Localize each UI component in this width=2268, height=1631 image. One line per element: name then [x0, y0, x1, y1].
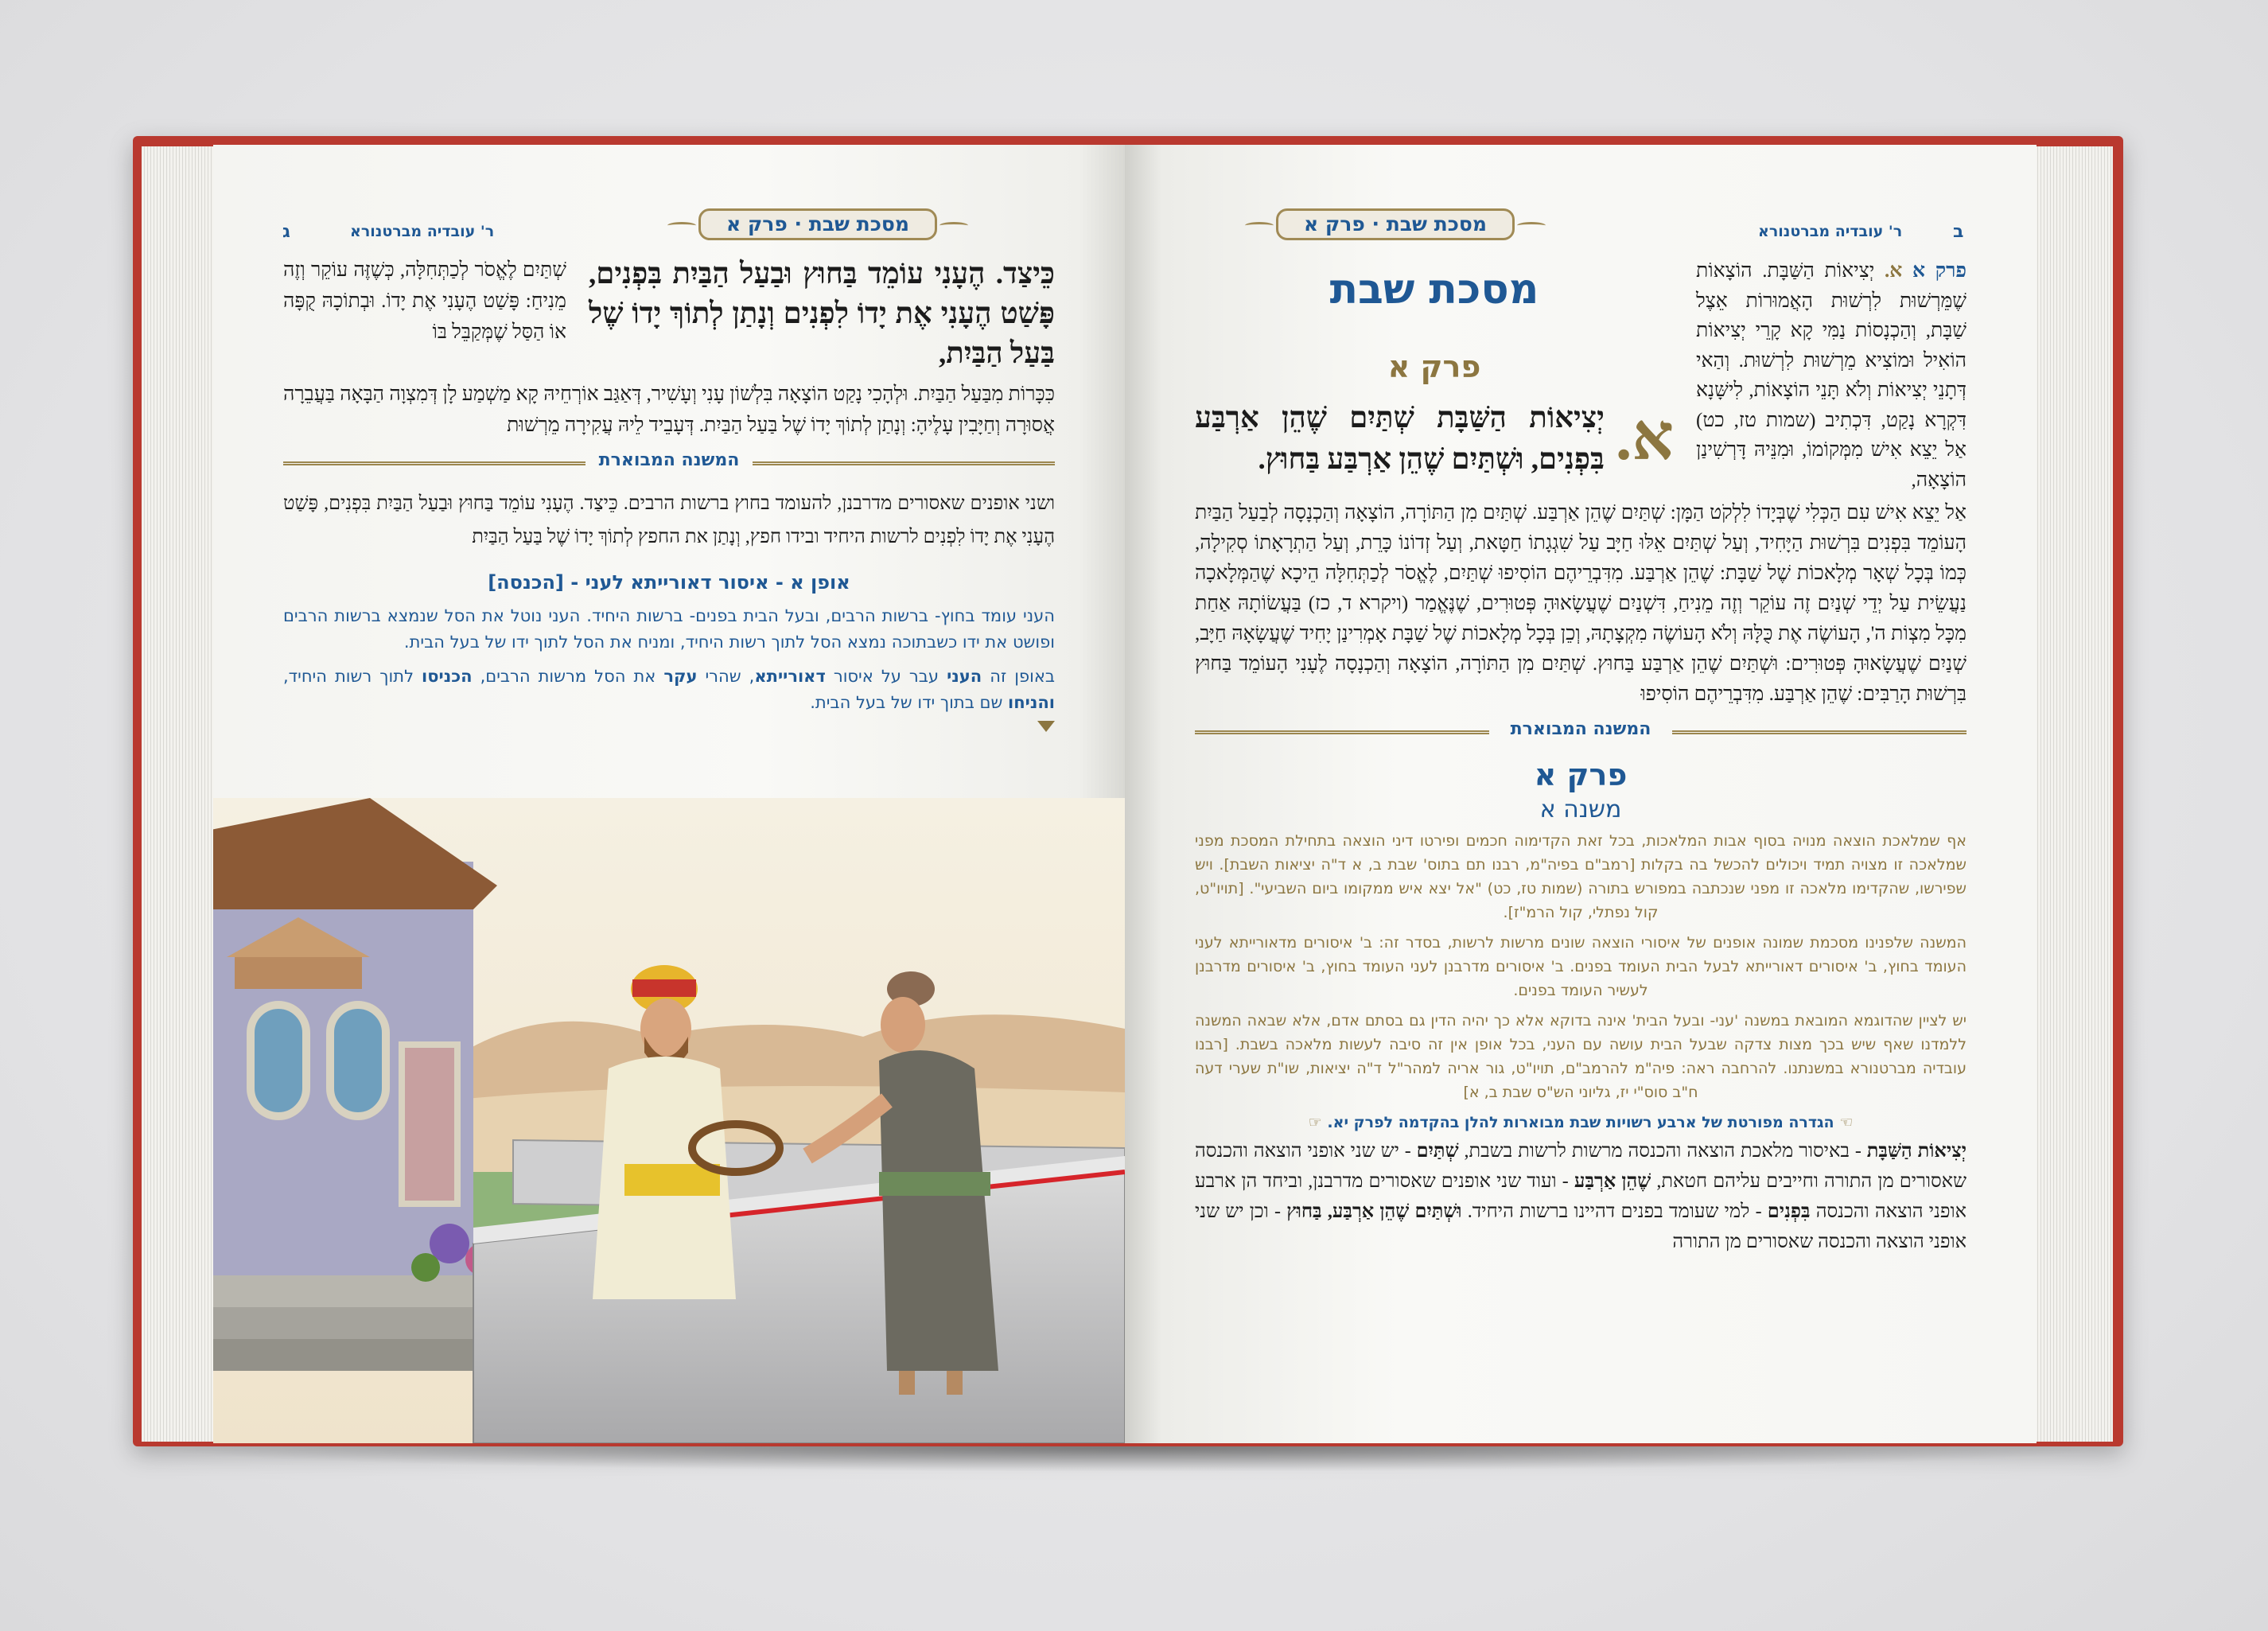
left-text-flow: [213, 255, 1125, 732]
illustration: [213, 798, 1125, 1443]
case-heading: אופן א - איסור דאורייתא לעני - [הכנסה]: [488, 571, 850, 594]
commentary-column: פרק א א. יְצִיאוֹת הַשַּׁבָּת. הוֹצָאוֹת שֶׁמֵּרְשׁוּת לִרְשׁוּת הָאֲמוּרוֹת אֵצֶל שַׁבָּת, וְהַכְנָסוֹת נַמִּי קָא קָרֵי יְצִיאוֹת הוֹאִיל וּמוֹצִיא מֵרְשׁוּת לִרְשׁוּת. וְהַאי דְּתָנֵי יְצִיאוֹת וְלֹא תָּנֵי הוֹצָאוֹת, לִישָּׁנָא דִּקְרָא נָקַט, דִּכְתִיב (שמות טז, כט) אַל יֵצֵא אִישׁ מִמְּקוֹמוֹ, וּמִנֵּיהּ דָּרְשִׁינַן הוֹצָאָה,: [1696, 260, 1967, 491]
page-header: [1125, 145, 2037, 256]
explained-mishna: משנה א: [1539, 796, 1622, 823]
commentary-column: שְׁתַּיִם לֶאֱסֹר לְכַתְּחִלָּה, כְּשֶׁזֶּה עוֹקֵר וְזֶה מֵנִיחַ: פָּשַׁט הֶעָנִי אֶת יָדוֹ. וּבְתוֹכָהּ קֻפָּה אוֹ הַסַּל שֶׁמְּקַבֵּל בּוֹ: [283, 259, 566, 343]
chapter-title: פרק א: [1387, 349, 1481, 384]
explanation-text: יְצִיאוֹת הַשַּׁבָּת - באיסור מלאכת הוצאה והכנסה מרשות לרשות בשבת, שְׁתַּיִם - יש שני אופני הוצאה והכנסה שאסורים מן התורה וחייבים עליהם חטאת, שֶׁהֵן אַרְבַּע - ועוד שני אופנים שאסורים מדרבנן, וביחד הן ארבע אופני הוצאה והכנסה בִּפְנִים - למי שעומד בפנים דהיינו ברשות היחיד. וּשְׁתַּיִם שֶׁהֵן אַרְבַּע, בַּחוּץ - וכן יש שני אופני הוצאה והכנסה שאסורים מן התורה: [1195, 1141, 1967, 1252]
header-ribbon: מסכת שבת · פרק א: [1276, 208, 1515, 240]
running-head: ר' עובדיה מברטנורא: [350, 223, 495, 240]
mishna-row: [283, 255, 1055, 374]
mishna-block: [1195, 256, 1674, 481]
divider-label: המשנה המבוארת: [1510, 719, 1651, 739]
intro-paragraph-1: אף שמלאכת הוצאה מנויה בסוף אבות המלאכות, בכל זאת הקדימוה חכמים ופירטו דיני הוצאה בתחילת המסכת מפני שמלאכה זו מצויה תמיד ויכולים להכשל בה בקלות [רמב"ם בפיה"מ, רבנו תם בתוס' שבת ב, א ד"ה יציאות השבת]. ויש שפירשו, שהקדימו מלאכה זו מפני שנכתבה במפורש בתורה (שמות טז, כט) "אל יצא איש ממקומו ביום השביעי". [תויו"ט, קול נפתלי, קול הרמ"ז].: [1195, 832, 1967, 921]
header-ribbon: מסכת שבת · פרק א: [698, 208, 937, 240]
pointing-hand-icon: ☞: [1308, 1114, 1328, 1131]
mishna-text: יְצִיאוֹת הַשַּׁבָּת שְׁתַּיִם שֶׁהֵן אַרְבַּע בִּפְנִים, וּשְׁתַּיִם שֶׁהֵן אַרְבַּע בַּחוּץ.: [1195, 402, 1605, 476]
mishna-row: [1195, 398, 1674, 481]
case-paragraph-1: העני עומד בחוץ- ברשות הרבים, ובעל הבית בפנים- ברשות היחיד. העני נוטל את הסל שנמצא ברשות הרבים ופושט את ידו כשבתוכה נמצא הסל לתוך רשות היחיד, ומניח את הסל לתוך ידו של בעל הבית.: [283, 606, 1055, 652]
section-divider: [283, 450, 1055, 477]
brick-wall: [473, 1140, 1125, 1443]
intro-paragraph-2: המשנה שלפנינו מסכמת שמונה אופנים של איסורי הוצאה שונים מרשות לרשות, בסדר זה: ב' איסורים מדאורייתא לעני העומד בחוץ, ב' איסורים דאורייתא לבעל הבית העומד בפנים. ב' איסורים מדרבנן לעני העומד בחוץ, ב' איסורים מדרבנן לעשיר העומד בפנים.: [1195, 934, 1967, 999]
commentary-full: אַל יֵצֵא אִישׁ עִם הַכְּלִי שֶׁבְּיָדוֹ לִלְקֹט הַמָּן: שְׁתַּיִם שֶׁהֵן אַרְבַּע. שְׁתַּיִם מִן הַתּוֹרָה, הוֹצָאָה וְהַכְנָסָה לְבַעַל הַבַּיִת הָעוֹמֵד בִּפְנִים בִּרְשׁוּת הַיָּחִיד, וְעַל שְׁתַּיִם אֵלּוּ חַיָּב עַל שִׁגְגָתוֹ חַטָּאת, וְעַל זְדוֹנוֹ כָּרֵת, וְעַל הַתְרָאָתוֹ סְקִילָה, כְּמוֹ בְּכָל שְׁאָר מְלָאכוֹת שֶׁל שַׁבָּת: שֶׁהֵן אַרְבַּע. מִדִּבְרֵיהֶם הוֹסִיפוּ שְׁתַּיִם, לֶאֱסֹר לְכַתְּחִלָּה הֵיכָא שֶׁהַמְּלָאכָה נַעֲשֵׂית עַל יְדֵי שְׁנַיִם זֶה עוֹקֵר וְזֶה מֵנִיחַ, דִּשְׁנַיִם שֶׁעֲשָׂאוּהָ פְּטוּרִים, שֶׁנֶּאֱמַר (ויקרא ד, כז) בַּעֲשׂוֹתָהּ אַחַת מִכָּל מִצְוֹת ה', הָעוֹשֶׂה אֶת כֻּלָּהּ וְלֹא הָעוֹשֶׂה מִקְצָתָהּ, וְכֵן בְּכָל מְלָאכוֹת שֶׁל שַׁבָּת אָמְרִינַן יָחִיד שֶׁעֲשָׂאָהּ חַיָּב, שְׁנַיִם שֶׁעֲשָׂאוּהָ פְּטוּרִים: וּשְׁתַּיִם שֶׁהֵן אַרְבַּע בַּחוּץ. שְׁתַּיִם מִן הַתּוֹרָה, הוֹצָאָה וְהַכְנָסָה לֶעָנִי הָעוֹמֵד בַּחוּץ בִּרְשׁוּת הָרַבִּים: שֶׁהֵן אַרְבַּע. מִדִּבְרֵיהֶם הוֹסִיפוּ: [1195, 502, 1967, 705]
running-head: ר' עובדיה מברטנורא: [1758, 223, 1903, 240]
divider-label: המשנה המבוארת: [598, 450, 740, 470]
right-text-flow: [1125, 256, 2037, 1257]
tractate-title: מסכת שבת: [1329, 266, 1539, 313]
section-divider: [1195, 719, 1967, 746]
right-page: [1125, 145, 2037, 1443]
left-page-edges: [142, 146, 215, 1442]
top-row: [1195, 256, 1967, 495]
commentary-full: כִּכָּרוֹת מִבַּעַל הַבַּיִת. וּלְהָכִי נָקַט הוֹצָאָה בִּלְשׁוֹן עָנִי וְעָשִׁיר, דְּאַגַּב אוֹרְחֵיהּ קָא מַשְׁמַע לָן דְּמִצְוָה הַבָּאָה בַּעֲבֵרָה אֲסוּרָה וְחַיָּבִין עָלֶיהָ: וְנָתַן לְתוֹךְ יָדוֹ שֶׁל בַּעַל הַבַּיִת. דְּעָבֵיד לֵיהּ עֲקִירָה מֵרְשׁוּת: [283, 383, 1055, 436]
pointing-hand-icon: ☜: [1834, 1114, 1854, 1131]
triangle-down-icon: [1037, 721, 1055, 732]
page-number: ב: [1953, 222, 1964, 242]
left-page: [213, 145, 1125, 1443]
mishna-text: כֵּיצַד. הֶעָנִי עוֹמֵד בַּחוּץ וּבַעַל הַבַּיִת בִּפְנִים, פָּשַׁט הֶעָנִי אֶת יָדוֹ לִפְנִים וְנָתַן לְתוֹךְ יָדוֹ שֶׁל בַּעַל הַבַּיִת,: [589, 258, 1055, 370]
explained-text: ושני אופנים שאסורים מדרבנן, להעומד בחוץ ברשות הרבים. כֵּיצַד. הֶעָנִי עוֹמֵד בַּחוּץ וּבַעַל הַבַּיִת בִּפְנִים, פָּשַׁט הֶעָנִי אֶת יָדוֹ לִפְנִים לרשות היחיד ובידו חפץ, וְנָתַן את החפץ לְתוֹךְ יָדוֹ שֶׁל בַּעַל הַבַּיִת: [283, 493, 1055, 547]
note-line: ☜ הגדרה מפורטת של ארבע רשויות שבת מבוארות להלן בהקדמה לפרק יא. ☞: [1308, 1114, 1854, 1131]
explained-chapter: פרק א: [1534, 757, 1628, 792]
case-paragraph-2: באופן זה העני עבר על איסור דאורייתא, שהרי עקר את הסל מרשות הרבים, הכניסו לתוך רשות היחיד, והניחו שם בתוך ידו של בעל הבית.: [283, 667, 1055, 712]
intro-paragraph-3: יש לציין שהדוגמא המובאת במשנה 'עני- ובעל הבית' אינה בדוקא אלא כך יהיה הדין גם בסתם אדם, אלא שבאה המשנה ללמדנו שאף שיש בכך מצות צדקה שבעל הבית עושה עם העני, בכל אופן אין זה סיבה לעשות מלאכה בשבת. [רבנו עובדיה מברטנורא במשנתנו. להרחבה ראה: פיה"מ להרמב"ם, תויו"ט, גור אריה למהר"ל ד"ה יציאות, שו"ת שערי דעה ח"ב סוס"י יז, גליוני הש"ס שבת ב, א]: [1195, 1012, 1967, 1101]
page-header: [213, 145, 1125, 255]
right-page-edges: [2035, 146, 2113, 1442]
page-number: ג: [282, 222, 290, 242]
mishna-letter: א.: [1615, 401, 1674, 473]
